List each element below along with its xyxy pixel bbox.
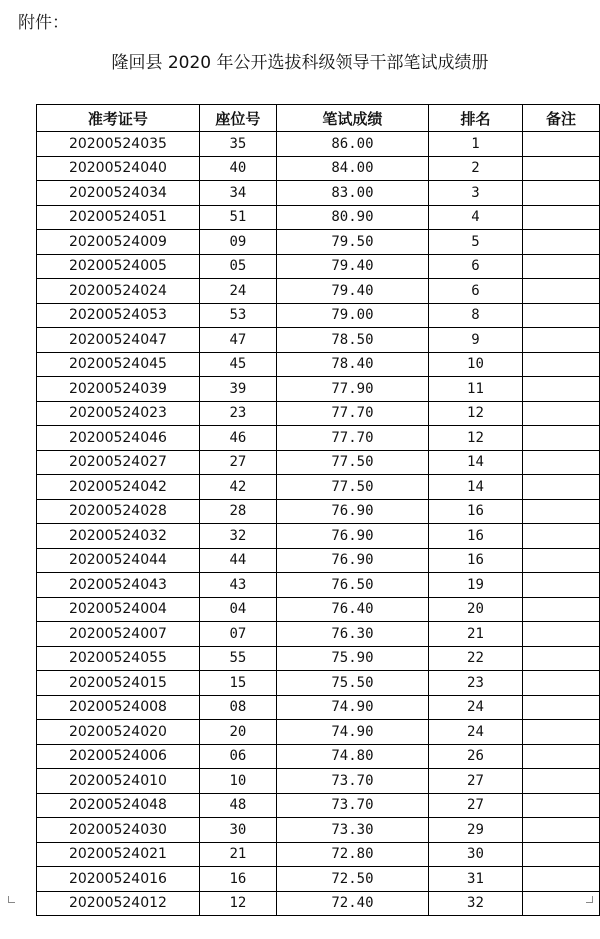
ticket-number-cell: 20200524046: [37, 426, 200, 451]
remarks-cell: [522, 597, 599, 622]
ticket-number-cell: 20200524051: [37, 205, 200, 230]
ticket-number-cell: 20200524007: [37, 622, 200, 647]
ticket-number-cell: 20200524044: [37, 548, 200, 573]
rank-cell: 19: [429, 573, 523, 598]
rank-cell: 14: [429, 450, 523, 475]
remarks-cell: [522, 132, 599, 157]
seat-number-cell: 09: [199, 230, 276, 255]
header-seat-number: 座位号: [199, 105, 276, 132]
remarks-cell: [522, 842, 599, 867]
remarks-cell: [522, 426, 599, 451]
rank-cell: 2: [429, 156, 523, 181]
rank-cell: 16: [429, 499, 523, 524]
ticket-number-cell: 20200524045: [37, 352, 200, 377]
rank-cell: 4: [429, 205, 523, 230]
table-body: [37, 132, 600, 916]
seat-number-cell: 40: [199, 156, 276, 181]
remarks-cell: [522, 818, 599, 843]
score-cell: 76.50: [276, 573, 428, 598]
remarks-cell: [522, 205, 599, 230]
seat-number-cell: 16: [199, 867, 276, 892]
table-row: [37, 646, 600, 671]
header-rank: 排名: [429, 105, 523, 132]
ticket-number-cell: 20200524055: [37, 646, 200, 671]
table-row: [37, 720, 600, 745]
seat-number-cell: 15: [199, 671, 276, 696]
table-row: [37, 744, 600, 769]
score-cell: 79.40: [276, 254, 428, 279]
score-cell: 77.50: [276, 475, 428, 500]
score-cell: 72.80: [276, 842, 428, 867]
rank-cell: 12: [429, 426, 523, 451]
seat-number-cell: 08: [199, 695, 276, 720]
score-cell: 79.50: [276, 230, 428, 255]
table-row: [37, 450, 600, 475]
header-remarks: 备注: [522, 105, 599, 132]
score-cell: 86.00: [276, 132, 428, 157]
rank-cell: 3: [429, 181, 523, 206]
seat-number-cell: 35: [199, 132, 276, 157]
rank-cell: 22: [429, 646, 523, 671]
score-cell: 74.80: [276, 744, 428, 769]
table-row: [37, 597, 600, 622]
table-row: [37, 499, 600, 524]
remarks-cell: [522, 254, 599, 279]
score-cell: 77.50: [276, 450, 428, 475]
remarks-cell: [522, 548, 599, 573]
remarks-cell: [522, 475, 599, 500]
table-row: [37, 181, 600, 206]
score-cell: 72.50: [276, 867, 428, 892]
corner-mark-right: [586, 896, 593, 903]
remarks-cell: [522, 377, 599, 402]
ticket-number-cell: 20200524035: [37, 132, 200, 157]
ticket-number-cell: 20200524008: [37, 695, 200, 720]
table-row: [37, 205, 600, 230]
rank-cell: 30: [429, 842, 523, 867]
rank-cell: 31: [429, 867, 523, 892]
seat-number-cell: 07: [199, 622, 276, 647]
seat-number-cell: 34: [199, 181, 276, 206]
seat-number-cell: 45: [199, 352, 276, 377]
table-row: [37, 132, 600, 157]
seat-number-cell: 23: [199, 401, 276, 426]
rank-cell: 20: [429, 597, 523, 622]
score-cell: 78.50: [276, 328, 428, 353]
rank-cell: 16: [429, 548, 523, 573]
score-cell: 77.70: [276, 401, 428, 426]
table-row: [37, 426, 600, 451]
table-row: [37, 230, 600, 255]
remarks-cell: [522, 891, 599, 916]
score-cell: 78.40: [276, 352, 428, 377]
rank-cell: 16: [429, 524, 523, 549]
remarks-cell: [522, 646, 599, 671]
rank-cell: 9: [429, 328, 523, 353]
rank-cell: 8: [429, 303, 523, 328]
score-cell: 77.90: [276, 377, 428, 402]
score-cell: 83.00: [276, 181, 428, 206]
seat-number-cell: 47: [199, 328, 276, 353]
seat-number-cell: 05: [199, 254, 276, 279]
ticket-number-cell: 20200524048: [37, 793, 200, 818]
rank-cell: 5: [429, 230, 523, 255]
table-row: [37, 891, 600, 916]
ticket-number-cell: 20200524040: [37, 156, 200, 181]
score-cell: 77.70: [276, 426, 428, 451]
ticket-number-cell: 20200524032: [37, 524, 200, 549]
seat-number-cell: 21: [199, 842, 276, 867]
remarks-cell: [522, 279, 599, 304]
score-cell: 76.90: [276, 548, 428, 573]
score-cell: 75.50: [276, 671, 428, 696]
ticket-number-cell: 20200524027: [37, 450, 200, 475]
table-row: [37, 818, 600, 843]
rank-cell: 32: [429, 891, 523, 916]
remarks-cell: [522, 793, 599, 818]
table-row: [37, 377, 600, 402]
remarks-cell: [522, 867, 599, 892]
score-cell: 79.40: [276, 279, 428, 304]
remarks-cell: [522, 573, 599, 598]
rank-cell: 11: [429, 377, 523, 402]
ticket-number-cell: 20200524023: [37, 401, 200, 426]
score-cell: 74.90: [276, 695, 428, 720]
rank-cell: 21: [429, 622, 523, 647]
score-table: [36, 104, 600, 916]
table-row: [37, 475, 600, 500]
rank-cell: 12: [429, 401, 523, 426]
table-row: [37, 401, 600, 426]
table-header-row: [37, 105, 600, 132]
remarks-cell: [522, 695, 599, 720]
header-ticket-number: 准考证号: [37, 105, 200, 132]
rank-cell: 1: [429, 132, 523, 157]
seat-number-cell: 10: [199, 769, 276, 794]
ticket-number-cell: 20200524047: [37, 328, 200, 353]
seat-number-cell: 48: [199, 793, 276, 818]
table-row: [37, 671, 600, 696]
table-row: [37, 303, 600, 328]
rank-cell: 6: [429, 254, 523, 279]
score-cell: 73.30: [276, 818, 428, 843]
seat-number-cell: 24: [199, 279, 276, 304]
seat-number-cell: 53: [199, 303, 276, 328]
table-row: [37, 328, 600, 353]
table-row: [37, 769, 600, 794]
seat-number-cell: 51: [199, 205, 276, 230]
score-cell: 76.30: [276, 622, 428, 647]
remarks-cell: [522, 744, 599, 769]
corner-mark-left: [8, 896, 15, 903]
score-cell: 79.00: [276, 303, 428, 328]
remarks-cell: [522, 230, 599, 255]
score-cell: 74.90: [276, 720, 428, 745]
score-cell: 73.70: [276, 793, 428, 818]
seat-number-cell: 30: [199, 818, 276, 843]
attachment-label: 附件：: [18, 13, 69, 33]
table-row: [37, 279, 600, 304]
table-row: [37, 867, 600, 892]
ticket-number-cell: 20200524043: [37, 573, 200, 598]
ticket-number-cell: 20200524020: [37, 720, 200, 745]
remarks-cell: [522, 720, 599, 745]
score-cell: 75.90: [276, 646, 428, 671]
seat-number-cell: 55: [199, 646, 276, 671]
seat-number-cell: 46: [199, 426, 276, 451]
remarks-cell: [522, 499, 599, 524]
table-row: [37, 548, 600, 573]
ticket-number-cell: 20200524053: [37, 303, 200, 328]
ticket-number-cell: 20200524024: [37, 279, 200, 304]
seat-number-cell: 44: [199, 548, 276, 573]
ticket-number-cell: 20200524042: [37, 475, 200, 500]
header-written-score: 笔试成绩: [276, 105, 428, 132]
rank-cell: 27: [429, 769, 523, 794]
rank-cell: 10: [429, 352, 523, 377]
seat-number-cell: 42: [199, 475, 276, 500]
table-row: [37, 793, 600, 818]
page-title: 隆回县 2020 年公开选拔科级领导干部笔试成绩册: [111, 53, 489, 73]
ticket-number-cell: 20200524004: [37, 597, 200, 622]
ticket-number-cell: 20200524028: [37, 499, 200, 524]
rank-cell: 14: [429, 475, 523, 500]
score-cell: 76.90: [276, 524, 428, 549]
remarks-cell: [522, 769, 599, 794]
table-row: [37, 524, 600, 549]
remarks-cell: [522, 401, 599, 426]
remarks-cell: [522, 156, 599, 181]
score-cell: 84.00: [276, 156, 428, 181]
ticket-number-cell: 20200524012: [37, 891, 200, 916]
rank-cell: 29: [429, 818, 523, 843]
ticket-number-cell: 20200524030: [37, 818, 200, 843]
score-cell: 76.40: [276, 597, 428, 622]
ticket-number-cell: 20200524005: [37, 254, 200, 279]
table-row: [37, 573, 600, 598]
rank-cell: 24: [429, 695, 523, 720]
ticket-number-cell: 20200524039: [37, 377, 200, 402]
remarks-cell: [522, 622, 599, 647]
rank-cell: 24: [429, 720, 523, 745]
table-row: [37, 352, 600, 377]
remarks-cell: [522, 352, 599, 377]
remarks-cell: [522, 450, 599, 475]
seat-number-cell: 04: [199, 597, 276, 622]
remarks-cell: [522, 671, 599, 696]
seat-number-cell: 39: [199, 377, 276, 402]
score-cell: 76.90: [276, 499, 428, 524]
table-row: [37, 622, 600, 647]
rank-cell: 27: [429, 793, 523, 818]
table-row: [37, 156, 600, 181]
remarks-cell: [522, 303, 599, 328]
rank-cell: 26: [429, 744, 523, 769]
score-cell: 72.40: [276, 891, 428, 916]
score-cell: 80.90: [276, 205, 428, 230]
table-row: [37, 254, 600, 279]
table-row: [37, 842, 600, 867]
ticket-number-cell: 20200524015: [37, 671, 200, 696]
table-row: [37, 695, 600, 720]
seat-number-cell: 32: [199, 524, 276, 549]
ticket-number-cell: 20200524010: [37, 769, 200, 794]
remarks-cell: [522, 328, 599, 353]
rank-cell: 6: [429, 279, 523, 304]
seat-number-cell: 27: [199, 450, 276, 475]
ticket-number-cell: 20200524016: [37, 867, 200, 892]
ticket-number-cell: 20200524021: [37, 842, 200, 867]
seat-number-cell: 20: [199, 720, 276, 745]
remarks-cell: [522, 181, 599, 206]
seat-number-cell: 43: [199, 573, 276, 598]
seat-number-cell: 28: [199, 499, 276, 524]
rank-cell: 23: [429, 671, 523, 696]
seat-number-cell: 06: [199, 744, 276, 769]
seat-number-cell: 12: [199, 891, 276, 916]
ticket-number-cell: 20200524034: [37, 181, 200, 206]
ticket-number-cell: 20200524009: [37, 230, 200, 255]
ticket-number-cell: 20200524006: [37, 744, 200, 769]
remarks-cell: [522, 524, 599, 549]
score-cell: 73.70: [276, 769, 428, 794]
